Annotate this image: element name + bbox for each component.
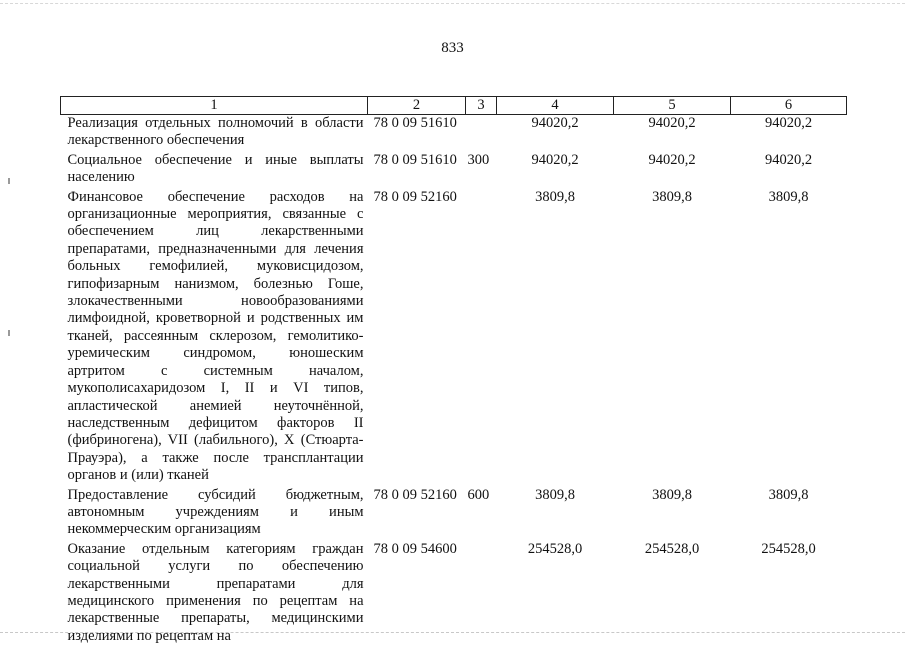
row-amount-3: 3809,8 bbox=[768, 188, 809, 205]
row-amount-2: 94020,2 bbox=[648, 151, 696, 168]
row-amount-2: 3809,8 bbox=[652, 188, 692, 205]
page-number: 833 bbox=[441, 40, 464, 56]
row-amount-1: 3809,8 bbox=[535, 486, 575, 503]
row-expense-type bbox=[466, 115, 497, 152]
margin-mark bbox=[8, 178, 10, 184]
row-amount-2: 94020,2 bbox=[648, 115, 696, 131]
header-col-3: 3 bbox=[466, 97, 497, 115]
row-expense-type: 600 bbox=[467, 486, 490, 503]
row-code: 78 0 09 54600 bbox=[373, 540, 457, 557]
row-code: 78 0 09 51610 bbox=[373, 115, 457, 131]
row-amount-1: 94020,2 bbox=[531, 151, 579, 168]
row-amount-3: 94020,2 bbox=[764, 115, 813, 131]
budget-table bbox=[60, 96, 847, 647]
table-row bbox=[61, 152, 847, 189]
scan-bottom-edge bbox=[0, 632, 905, 634]
row-expense-type bbox=[466, 189, 497, 487]
header-col-4: 4 bbox=[497, 97, 614, 115]
row-expense-type: 300 bbox=[467, 151, 490, 168]
header-col-1: 1 bbox=[61, 97, 368, 115]
row-amount-2: 254528,0 bbox=[644, 540, 700, 557]
row-code: 78 0 09 51610 bbox=[373, 151, 457, 168]
table-row bbox=[61, 115, 847, 152]
margin-mark bbox=[8, 330, 10, 336]
table-header-row bbox=[61, 97, 847, 115]
row-code: 78 0 09 52160 bbox=[373, 486, 457, 503]
row-amount-3: 94020,2 bbox=[764, 151, 813, 168]
scan-top-edge bbox=[0, 3, 905, 5]
header-col-6: 6 bbox=[731, 97, 847, 115]
header-col-5: 5 bbox=[614, 97, 731, 115]
row-amount-1: 3809,8 bbox=[535, 188, 575, 205]
row-amount-1: 94020,2 bbox=[531, 115, 579, 131]
row-name: Социальное обеспечение и иные выплаты населению bbox=[67, 151, 364, 186]
row-amount-3: 3809,8 bbox=[768, 486, 809, 503]
row-name: Оказание отдельным категориям граждан социальной услуги по обеспечению лекарственными препаратами для медицинского применения по рецептам на лекарственные препараты, медицинскими изделиями по рецептам на bbox=[67, 540, 364, 644]
row-name: Финансовое обеспечение расходов на организационные мероприятия, связанные с обеспечением лиц лекарственными препаратами, предназначенными для лечения больных гемофилией, муковисцидозом, гипофизарным нанизмом, болезнью Гоше, злокачественными новообразованиями лимфоидной, кроветворной и родственных им тканей, рассеянным склерозом, гемолитико-уремическим синдромом, юношеским артритом с системным началом, мукополисахаридозом I, II и VI типов, апластической анемией неуточнённой, наследственным дефицитом факторов II (фибриногена), VII (лабильного), X (Стюарта-Прауэра), а также после трансплантации органов и (или) тканей bbox=[67, 188, 364, 484]
row-amount-3: 254528,0 bbox=[761, 540, 816, 557]
row-amount-1: 254528,0 bbox=[527, 540, 583, 557]
table-row bbox=[61, 487, 847, 541]
header-col-2: 2 bbox=[368, 97, 466, 115]
row-amount-2: 3809,8 bbox=[652, 486, 692, 503]
row-name: Реализация отдельных полномочий в области лекарственного обеспечения bbox=[67, 115, 364, 149]
table-row bbox=[61, 189, 847, 487]
row-name: Предоставление субсидий бюджетным, автономным учреждениям и иным некоммерческим организациям bbox=[67, 486, 364, 538]
row-code: 78 0 09 52160 bbox=[373, 188, 457, 205]
